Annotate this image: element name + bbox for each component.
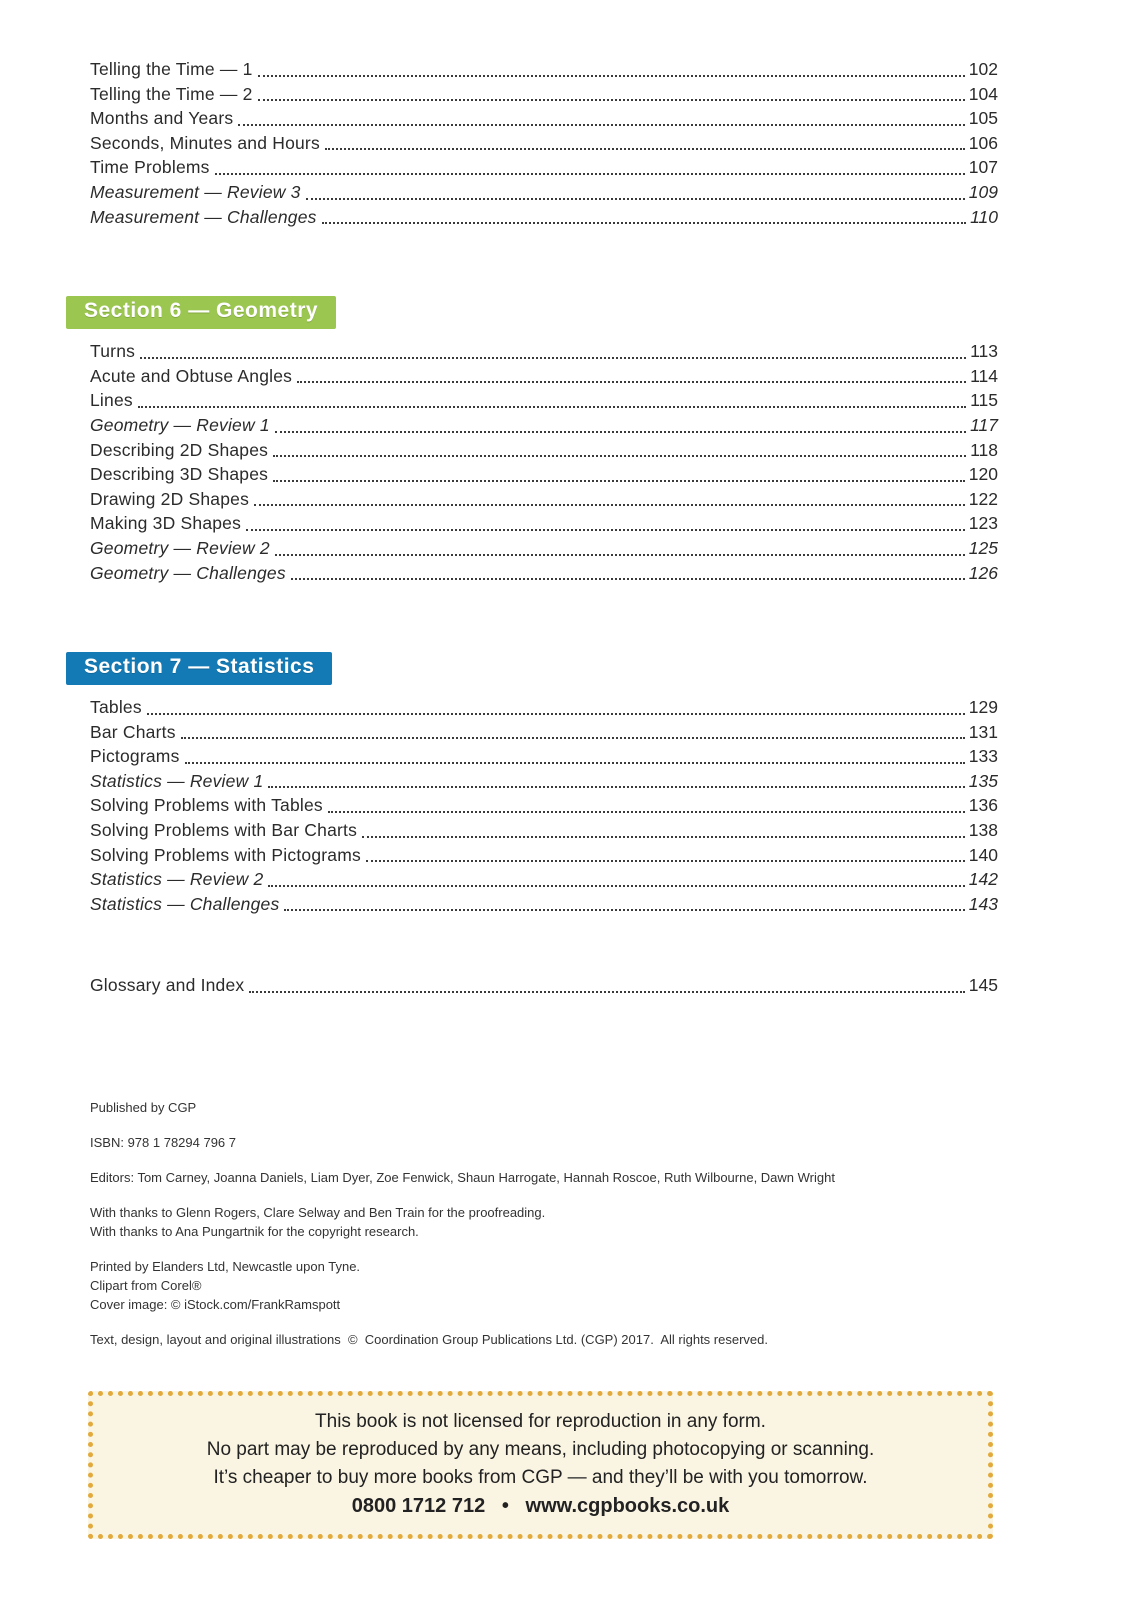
toc-entry-title: Statistics — Review 2 bbox=[90, 869, 264, 890]
colophon-line: ISBN: 978 1 78294 796 7 bbox=[90, 1135, 237, 1151]
toc-sections bbox=[84, 296, 998, 916]
toc-entry-page-number: 129 bbox=[968, 697, 998, 718]
toc-entry bbox=[90, 892, 998, 917]
colophon-paragraph bbox=[90, 1257, 998, 1314]
dot-leader bbox=[273, 480, 965, 482]
toc-entry bbox=[90, 867, 998, 892]
dot-leader bbox=[275, 431, 966, 433]
dot-leader bbox=[215, 173, 965, 175]
toc-entry-title: Solving Problems with Bar Charts bbox=[90, 820, 358, 841]
toc-entry-page-number: 117 bbox=[970, 414, 998, 435]
toc-entry bbox=[90, 438, 998, 463]
toc-entry-page-number: 115 bbox=[970, 390, 998, 411]
toc-entry-page-number: 143 bbox=[968, 893, 998, 914]
toc-entry bbox=[90, 695, 998, 720]
toc-entry bbox=[90, 818, 998, 843]
toc-entry bbox=[90, 180, 998, 205]
toc-entry-page-number: 102 bbox=[968, 59, 998, 79]
toc-entry bbox=[90, 744, 998, 769]
dot-leader bbox=[258, 99, 965, 101]
toc-entry-title: Glossary and Index bbox=[90, 975, 245, 996]
toc-entry bbox=[90, 561, 998, 586]
toc-entry-title: Time Problems bbox=[90, 157, 210, 178]
toc-entry bbox=[90, 536, 998, 561]
notice-line: This book is not licensed for reproduction in any form. bbox=[315, 1411, 766, 1433]
toc-entry-page-number: 107 bbox=[968, 157, 998, 178]
toc-entry-page-number: 110 bbox=[970, 206, 998, 227]
dot-leader bbox=[138, 406, 966, 408]
toc-entry-page-number: 122 bbox=[968, 488, 998, 509]
colophon-line: Cover image: © iStock.com/FrankRamspott bbox=[90, 1297, 341, 1313]
toc-entry-title: Solving Problems with Pictograms bbox=[90, 844, 361, 865]
toc-entry-page-number: 120 bbox=[968, 464, 998, 485]
toc-entry-title: Telling the Time — 2 bbox=[90, 83, 253, 104]
dot-leader bbox=[238, 124, 964, 126]
toc-entry-page-number: 113 bbox=[970, 341, 998, 362]
toc-entry bbox=[90, 388, 998, 413]
colophon bbox=[90, 1098, 998, 1349]
toc-entry-page-number: 109 bbox=[968, 181, 998, 202]
toc-entry bbox=[90, 155, 998, 180]
toc-entry bbox=[90, 131, 998, 156]
dot-leader bbox=[268, 786, 964, 788]
section-header-geometry: Section 6 — Geometry bbox=[66, 296, 336, 329]
dot-leader bbox=[140, 357, 966, 359]
toc-entry bbox=[90, 106, 998, 131]
toc-entry-title: Measurement — Challenges bbox=[90, 206, 317, 227]
dot-leader bbox=[322, 222, 967, 224]
toc-entry-page-number: 142 bbox=[968, 869, 998, 890]
colophon-line: With thanks to Ana Pungartnik for the copyright research. bbox=[90, 1224, 419, 1240]
dot-leader bbox=[185, 762, 965, 764]
toc-top-entries bbox=[90, 57, 998, 229]
toc-section-statistics bbox=[84, 652, 998, 916]
toc-entry bbox=[90, 364, 998, 389]
toc-entry-page-number: 123 bbox=[968, 513, 998, 534]
toc-entry-title: Pictograms bbox=[90, 746, 180, 767]
dot-leader bbox=[246, 529, 965, 531]
toc-entry-title: Geometry — Challenges bbox=[90, 562, 286, 583]
notice-line: It’s cheaper to buy more books from CGP — and they’ll be with you tomorrow. bbox=[213, 1467, 868, 1489]
toc-entry-page-number: 136 bbox=[968, 795, 998, 816]
toc-entry-title: Months and Years bbox=[90, 108, 234, 129]
reproduction-notice-box bbox=[88, 1391, 993, 1539]
dot-leader bbox=[306, 198, 965, 200]
colophon-line: Clipart from Corel® bbox=[90, 1278, 202, 1294]
toc-entry-title: Seconds, Minutes and Hours bbox=[90, 132, 320, 153]
toc-entry bbox=[90, 769, 998, 794]
dot-leader bbox=[254, 504, 965, 506]
toc-entry-title: Acute and Obtuse Angles bbox=[90, 365, 293, 386]
dot-leader bbox=[328, 811, 965, 813]
toc-entry bbox=[90, 413, 998, 438]
toc-entry-title: Describing 2D Shapes bbox=[90, 439, 269, 460]
toc-entry-page-number: 135 bbox=[968, 770, 998, 791]
toc-entry-page-number: 106 bbox=[968, 132, 998, 153]
toc-entry-page-number: 133 bbox=[968, 746, 998, 767]
toc-entry-title: Statistics — Challenges bbox=[90, 893, 280, 914]
toc-entry-page-number: 140 bbox=[968, 844, 998, 865]
colophon-line: Printed by Elanders Ltd, Newcastle upon Tyne. bbox=[90, 1259, 361, 1275]
colophon-paragraph bbox=[90, 1330, 998, 1349]
dot-leader bbox=[273, 455, 966, 457]
section-entries-geometry bbox=[90, 339, 998, 585]
dot-leader bbox=[268, 885, 964, 887]
toc-entry-title: Telling the Time — 1 bbox=[90, 59, 253, 79]
toc-section-geometry bbox=[84, 296, 998, 585]
colophon-paragraph bbox=[90, 1098, 998, 1117]
toc-entry-page-number: 125 bbox=[968, 537, 998, 558]
glossary-entry-row bbox=[90, 973, 998, 998]
toc-entry-page-number: 114 bbox=[970, 365, 998, 386]
toc-entry bbox=[90, 793, 998, 818]
toc-entry bbox=[90, 82, 998, 107]
dot-leader bbox=[325, 148, 965, 150]
colophon-line: Text, design, layout and original illustrations © Coordination Group Publications Ltd. (CGP) 2017. All rights reserved. bbox=[90, 1332, 768, 1348]
toc-entry-title: Lines bbox=[90, 390, 133, 411]
toc-entry bbox=[90, 462, 998, 487]
toc-entry bbox=[90, 720, 998, 745]
colophon-line: Published by CGP bbox=[90, 1100, 197, 1116]
toc-entry bbox=[90, 205, 998, 230]
toc-entry-title: Describing 3D Shapes bbox=[90, 464, 269, 485]
notice-lines bbox=[113, 1408, 968, 1492]
toc-entry-title: Bar Charts bbox=[90, 721, 176, 742]
notice-contact-line: 0800 1712 712 • www.cgpbooks.co.uk bbox=[351, 1495, 730, 1518]
toc-entry-title: Geometry — Review 1 bbox=[90, 414, 270, 435]
toc-entry bbox=[90, 57, 998, 82]
toc-entry-title: Geometry — Review 2 bbox=[90, 537, 270, 558]
toc-entry-title: Turns bbox=[90, 341, 136, 362]
colophon-line: With thanks to Glenn Rogers, Clare Selway and Ben Train for the proofreading. bbox=[90, 1205, 546, 1221]
toc-entry-title: Tables bbox=[90, 697, 142, 718]
dot-leader bbox=[366, 860, 965, 862]
toc-entry bbox=[90, 339, 998, 364]
dot-leader bbox=[258, 75, 965, 77]
section-entries-statistics bbox=[90, 695, 998, 916]
dot-leader bbox=[181, 737, 965, 739]
toc-entry-title: Solving Problems with Tables bbox=[90, 795, 323, 816]
toc-entry bbox=[90, 843, 998, 868]
toc-entry-page-number: 104 bbox=[968, 83, 998, 104]
dot-leader bbox=[284, 909, 964, 911]
dot-leader bbox=[291, 578, 965, 580]
toc-entry-title: Making 3D Shapes bbox=[90, 513, 242, 534]
colophon-paragraph bbox=[90, 1203, 998, 1241]
toc-entry bbox=[90, 511, 998, 536]
colophon-paragraph bbox=[90, 1168, 998, 1187]
dot-leader bbox=[249, 991, 964, 993]
toc-entry-page-number: 138 bbox=[968, 820, 998, 841]
toc-entry-page-number: 145 bbox=[968, 975, 998, 996]
colophon-line: Editors: Tom Carney, Joanna Daniels, Liam Dyer, Zoe Fenwick, Shaun Harrogate, Hannah Roscoe, Ruth Wilbourne, Dawn Wright bbox=[90, 1170, 835, 1186]
dot-leader bbox=[362, 836, 965, 838]
dot-leader bbox=[275, 554, 965, 556]
toc-entry-title: Drawing 2D Shapes bbox=[90, 488, 250, 509]
toc-entry bbox=[90, 973, 998, 998]
dot-leader bbox=[297, 381, 966, 383]
colophon-paragraph bbox=[90, 1133, 998, 1152]
notice-line: No part may be reproduced by any means, including photocopying or scanning. bbox=[206, 1439, 875, 1461]
toc-entry-page-number: 105 bbox=[968, 108, 998, 129]
section-header-statistics: Section 7 — Statistics bbox=[66, 652, 332, 685]
toc-entry-page-number: 118 bbox=[970, 439, 998, 460]
toc-entry-title: Statistics — Review 1 bbox=[90, 770, 264, 791]
toc-entry-title: Measurement — Review 3 bbox=[90, 181, 301, 202]
toc-entry-page-number: 126 bbox=[968, 562, 998, 583]
toc-entry-page-number: 131 bbox=[968, 721, 998, 742]
dot-leader bbox=[147, 713, 965, 715]
toc-entry bbox=[90, 487, 998, 512]
